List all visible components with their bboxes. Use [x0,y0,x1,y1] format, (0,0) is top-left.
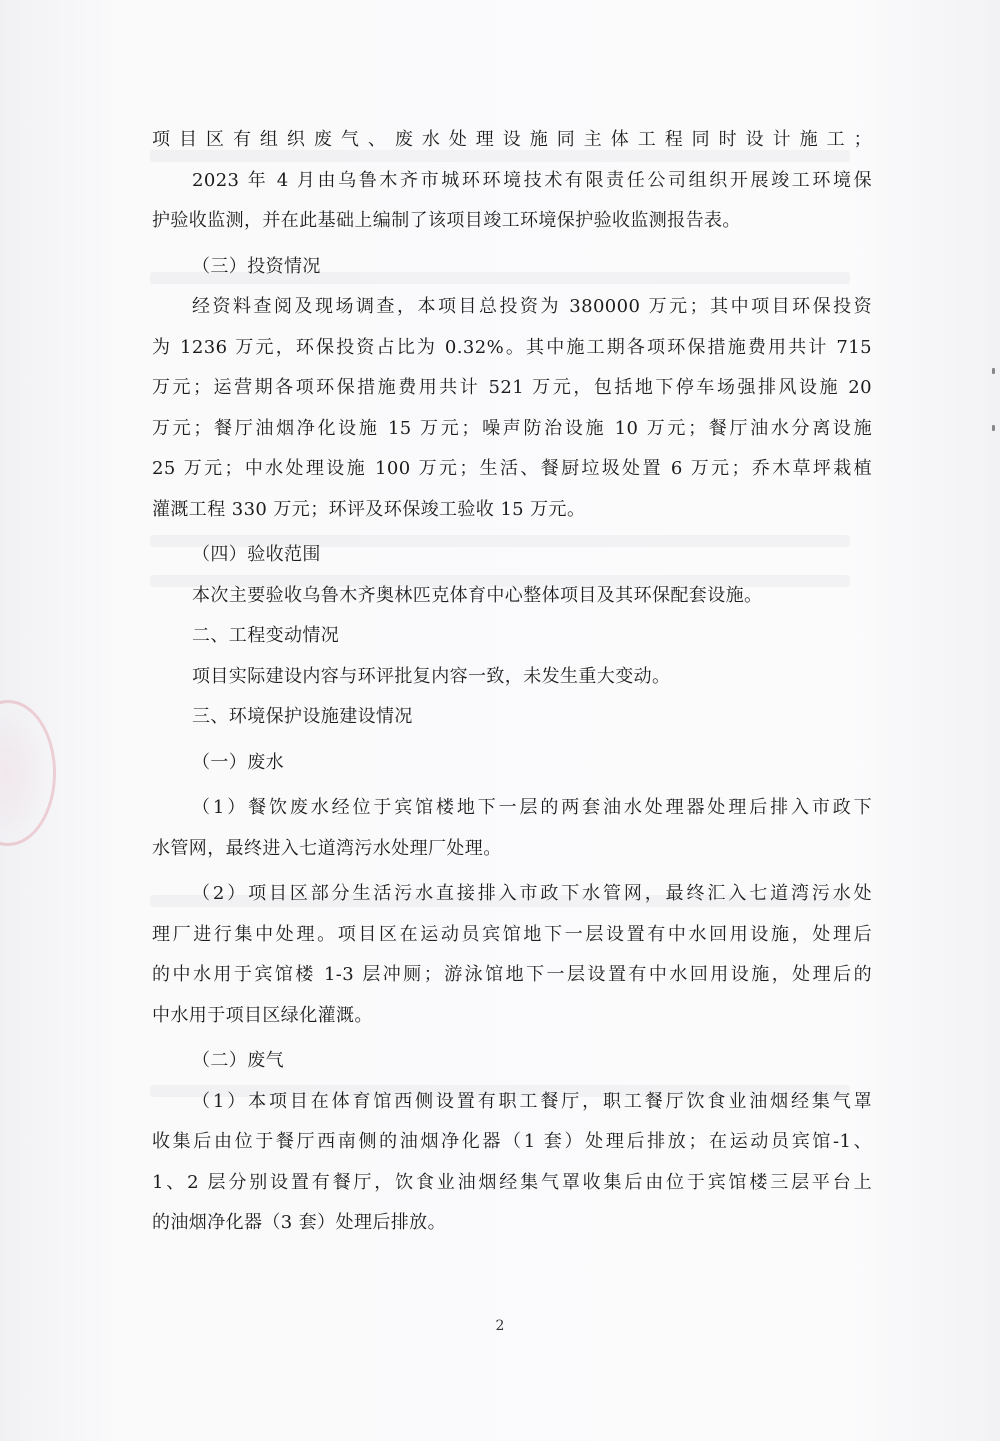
paragraph-line: （2）项目区部分生活污水直接排入市政下水管网，最终汇入七道湾污水处 [192,883,872,904]
section-heading: （一）废水 [192,751,284,773]
paragraph-line: 万元；运营期各项环保措施费用共计 521 万元，包括地下停车场强排风设施 20 [152,377,872,398]
paragraph-line: 的油烟净化器（3 套）处理后排放。 [152,1212,446,1233]
paragraph-line: 理厂进行集中处理。项目区在运动员宾馆地下一层设置有中水回用设施，处理后 [152,923,872,945]
section-heading: （三）投资情况 [192,255,321,277]
scan-edge-mark [992,425,995,431]
document-body [152,120,872,1244]
paragraph-line: 为 1236 万元，环保投资占比为 0.32%。其中施工期各项环保措施费用共计 715 [152,336,872,358]
paragraph-line: 本次主要验收乌鲁木齐奥林匹克体育中心整体项目及其环保配套设施。 [192,584,763,606]
paragraph-line: （1）餐饮废水经位于宾馆楼地下一层的两套油水处理器处理后排入市政下 [192,797,872,818]
paragraph-line: 25 万元；中水处理设施 100 万元；生活、餐厨垃圾处置 6 万元；乔木草坪栽植 [152,458,872,479]
section-heading: （二）废气 [192,1050,284,1071]
paragraph-line: 万元；餐厅油烟净化设施 15 万元；噪声防治设施 10 万元；餐厅油水分离设施 [152,417,872,439]
paragraph-line: 水管网，最终进入七道湾污水处理厂处理。 [152,837,502,859]
paragraph-line: 护验收监测，并在此基础上编制了该项目竣工环境保护验收监测报告表。 [152,210,741,231]
section-heading: （四）验收范围 [192,544,321,565]
chapter-heading: 三、环境保护设施建设情况 [192,706,413,727]
scan-edge-mark [992,368,995,374]
seal-stamp-partial [0,700,56,846]
paragraph-line: 灌溉工程 330 万元；环评及环保竣工验收 15 万元。 [152,498,586,520]
chapter-heading: 二、工程变动情况 [192,625,340,646]
paragraph-line: （1）本项目在体育馆西侧设置有职工餐厅，职工餐厅饮食业油烟经集气罩 [192,1090,872,1112]
paragraph-line: 收集后由位于餐厅西南侧的油烟净化器（1 套）处理后排放；在运动员宾馆-1、 [152,1131,872,1152]
paragraph-line: 项目区有组织废气、废水处理设施同主体工程同时设计施工； [152,129,872,150]
paragraph-line: 2023 年 4 月由乌鲁木齐市城环环境技术有限责任公司组织开展竣工环境保 [192,169,872,191]
paragraph-line: 项目实际建设内容与环评批复内容一致，未发生重大变动。 [192,665,671,687]
paragraph-line: 的中水用于宾馆楼 1-3 层冲厕；游泳馆地下一层设置有中水回用设施，处理后的 [152,964,872,985]
paragraph-line: 中水用于项目区绿化灌溉。 [152,1004,373,1026]
paragraph-line: 经资料查阅及现场调查，本项目总投资为 380000 万元；其中项目环保投资 [192,296,872,317]
page-number: 2 [495,1318,505,1334]
paragraph-line: 1、2 层分别设置有餐厅，饮食业油烟经集气罩收集后由位于宾馆楼三层平台上 [152,1171,872,1193]
